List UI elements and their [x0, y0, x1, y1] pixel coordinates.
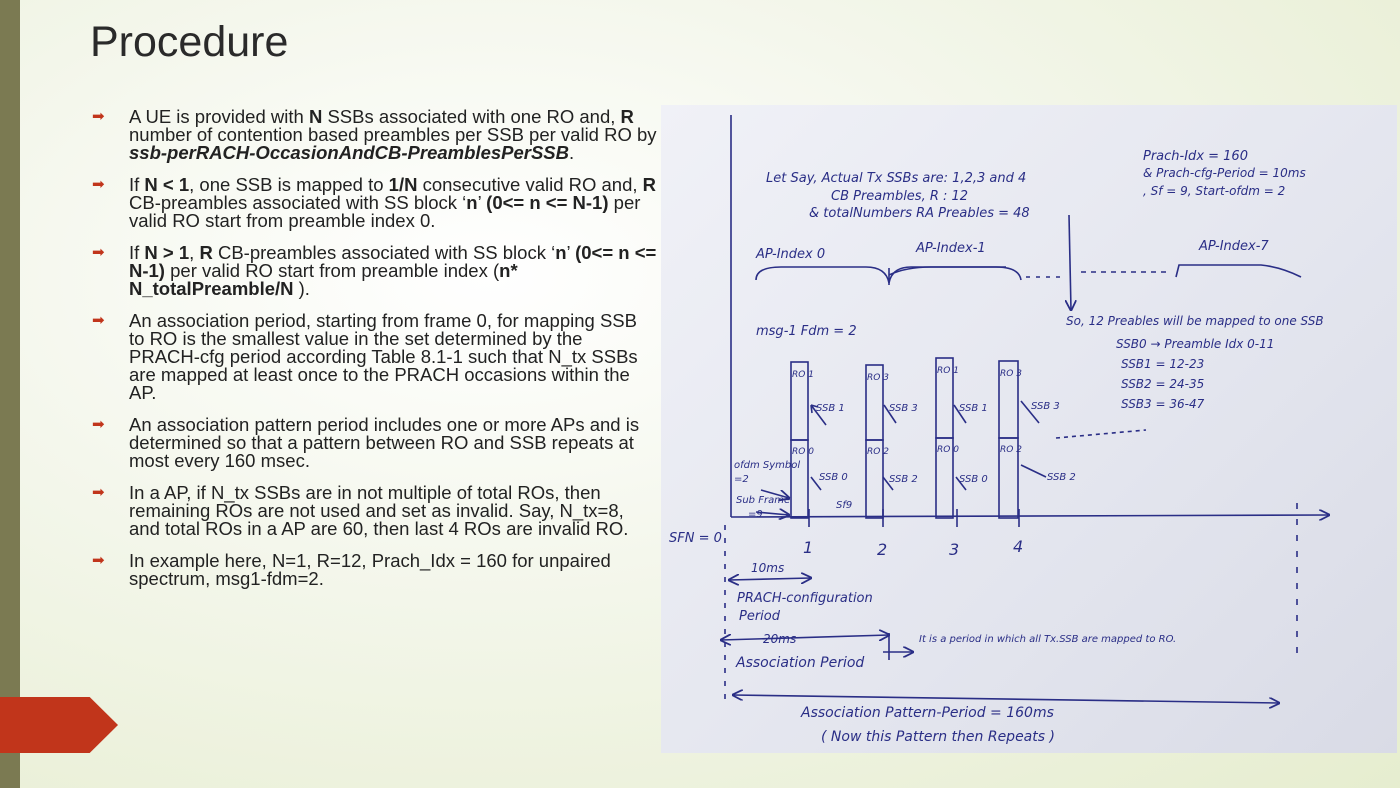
top-ssb-3: SSB 1 — [959, 403, 988, 414]
bullet-text-run: CB-preambles associated with SS block ‘ — [129, 192, 467, 213]
frame-1: 1 — [803, 538, 814, 557]
slide-left-accent-bar — [0, 0, 20, 788]
assoc-period-note: It is a period in which all Tx.SSB are mapped to RO. — [919, 634, 1177, 645]
bullet-text-run: ssb-perRACH-OccasionAndCB-PreamblesPerSSB — [129, 142, 570, 163]
pattern-repeat-label: ( Now this Pattern then Repeats ) — [821, 729, 1055, 745]
bullet-text-run: A UE is provided with — [129, 106, 309, 127]
20ms-arrow — [721, 635, 889, 640]
ap-label-1: AP-Index-1 — [916, 241, 986, 256]
bullet-text-run: . — [569, 142, 575, 163]
top-ro-2: RO 3 — [867, 373, 889, 383]
bullet-text-run: R — [620, 106, 634, 127]
bullet-item — [92, 244, 657, 298]
bullet-item — [92, 416, 657, 470]
bullet-text-run: , — [189, 242, 200, 263]
prach-line-2: & Prach-cfg-Period = 10ms — [1143, 166, 1306, 180]
top-ssb-2: SSB 3 — [889, 403, 918, 414]
top-ro-1: RO 1 — [792, 370, 814, 380]
bullet-arrow-icon: ➡ — [92, 484, 105, 501]
slide-title: Procedure — [90, 18, 289, 66]
bullet-text-run: number of contention based preambles per SSB per valid RO by — [129, 124, 657, 145]
bot-ssb-2: SSB 2 — [889, 474, 918, 485]
bullet-text-run: n — [466, 192, 478, 213]
top-ro-4: RO 3 — [1000, 369, 1022, 379]
bullet-text-run: An association period, starting from frame 0, for mapping SSB to RO is the smallest value in the set determined by the PRACH-cfg period according Table 8.1-1 such that N_tx SSBs are mapped at least once to the PRACH occasions within the AP. — [129, 310, 638, 403]
ssb-map-1: SSB1 = 12-23 — [1121, 357, 1205, 371]
ap-brace-1 — [889, 267, 1006, 285]
ap-label-0: AP-Index 0 — [756, 247, 826, 262]
10ms-label: 10ms — [751, 561, 785, 575]
top-ssb-4: SSB 3 — [1031, 401, 1060, 412]
sf9-label: Sf9 — [836, 500, 853, 511]
ap-label-7: AP-Index-7 — [1199, 239, 1269, 254]
bullet-arrow-icon: ➡ — [92, 416, 105, 433]
bullet-text-run: An association pattern period includes one or more APs and is determined so that a pattern between RO and SSB repeats at most every 160 msec. — [129, 414, 640, 471]
bot-ro-3: RO 0 — [937, 445, 959, 455]
ssb-map-3: SSB3 = 36-47 — [1121, 397, 1205, 411]
bot-ssb-1: SSB 0 — [819, 472, 848, 483]
ofdm-label-2: =2 — [734, 474, 749, 485]
bullet-item — [92, 312, 657, 402]
bullet-text-run: consecutive valid RO and, — [417, 174, 643, 195]
frame-4: 4 — [1013, 537, 1024, 556]
slide-arrow-tab — [0, 697, 118, 753]
so-arrow — [1069, 215, 1071, 310]
so-note: So, 12 Preables will be mapped to one SSB — [1066, 314, 1324, 328]
intro-line-3: & totalNumbers RA Preables = 48 — [809, 206, 1030, 221]
bullet-arrow-icon: ➡ — [92, 552, 105, 569]
intro-line-2: CB Preambles, R : 12 — [831, 189, 969, 204]
10ms-arrow — [729, 578, 811, 580]
ro-continuation-dash — [1056, 430, 1146, 438]
bullet-text-run: n* N_totalPreamble/N — [129, 260, 518, 299]
prach-period-2: Period — [739, 609, 780, 624]
bullet-text-run: , one SSB is mapped to — [189, 174, 389, 195]
bullet-text-run: R — [199, 242, 213, 263]
intro-line-1: Let Say, Actual Tx SSBs are: 1,2,3 and 4 — [766, 171, 1027, 186]
bullet-text-run: CB-preambles associated with SS block ‘ — [212, 242, 556, 263]
frame-3: 3 — [949, 540, 960, 559]
pattern-period-arrow — [733, 695, 1279, 703]
bullet-text-run: N > 1 — [144, 242, 190, 263]
bullet-text-run: R — [642, 174, 657, 195]
bullet-text-run: ). — [293, 278, 310, 299]
bullet-text-run: If — [129, 242, 145, 263]
bullet-text-run: In a AP, if N_tx SSBs are in not multiple of total ROs, then remaining ROs are not used and set as invalid. Say, N_tx=8, and total ROs in a AP are 60, then last 4 ROs are invalid RO. — [129, 482, 629, 539]
bullet-text-run: ’ — [477, 192, 487, 213]
handwritten-diagram-photo — [661, 105, 1397, 753]
bullet-text-run: In example here, N=1, R=12, Prach_Idx = 160 for unpaired spectrum, msg1-fdm=2. — [129, 550, 611, 589]
bot-ssb-3: SSB 0 — [959, 474, 988, 485]
bullet-text-run: SSBs associated with one RO and, — [322, 106, 621, 127]
top-ro-3: RO 1 — [937, 366, 959, 376]
prach-period-1: PRACH-configuration — [737, 591, 873, 606]
bullet-item — [92, 484, 657, 538]
bullet-item — [92, 108, 657, 162]
bullet-text-run: (0<= n <= N-1) — [129, 242, 657, 281]
assoc-period-label: Association Period — [736, 655, 865, 671]
bullet-text-run: N < 1 — [144, 174, 190, 195]
bullet-text-run: per valid RO start from preamble index ( — [164, 260, 500, 281]
pattern-period-label: Association Pattern-Period = 160ms — [801, 705, 1054, 721]
ssb-map-2: SSB2 = 24-35 — [1121, 377, 1205, 391]
bot-ro-2: RO 2 — [867, 447, 889, 457]
ssb-map-0: SSB0 → Preamble Idx 0-11 — [1116, 337, 1275, 351]
bullet-text-run: per valid RO start from preamble index 0. — [129, 192, 641, 231]
bullet-arrow-icon: ➡ — [92, 176, 105, 193]
msg1-fdm-label: msg-1 Fdm = 2 — [756, 324, 857, 339]
bullet-text-run: (0<= n <= N-1) — [486, 192, 609, 213]
ssb-arrow-b4 — [1021, 465, 1046, 477]
bullet-item — [92, 552, 657, 588]
bot-ssb-4: SSB 2 — [1047, 472, 1076, 483]
top-ssb-1: SSB 1 — [816, 403, 845, 414]
bullet-arrow-icon: ➡ — [92, 244, 105, 261]
prach-line-1: Prach-Idx = 160 — [1143, 149, 1248, 164]
sfn-label: SFN = 0 — [669, 531, 722, 546]
prach-line-3: , Sf = 9, Start-ofdm = 2 — [1143, 184, 1286, 198]
timeline-axis — [731, 515, 1329, 517]
bullet-arrow-icon: ➡ — [92, 312, 105, 329]
ap-brace-7 — [1176, 265, 1301, 277]
ofdm-label-1: ofdm Symbol — [734, 460, 801, 471]
bot-ro-4: RO 2 — [1000, 445, 1022, 455]
bullet-item — [92, 176, 657, 230]
subframe-label-1: Sub Frame — [736, 495, 791, 506]
bullet-text-run: 1/N — [388, 174, 418, 195]
bullet-text-run: ’ — [566, 242, 576, 263]
bullet-arrow-icon: ➡ — [92, 108, 105, 125]
bullet-text-run: N — [308, 106, 323, 127]
bullet-text-run: n — [555, 242, 567, 263]
20ms-label: 20ms — [763, 632, 797, 646]
diagram-svg — [661, 105, 1397, 753]
bot-ro-1: RO 0 — [792, 447, 814, 457]
bullet-text-run: If — [129, 174, 145, 195]
subframe-label-2: =9 — [748, 509, 763, 520]
bullet-list — [92, 108, 657, 602]
frame-2: 2 — [877, 540, 888, 559]
